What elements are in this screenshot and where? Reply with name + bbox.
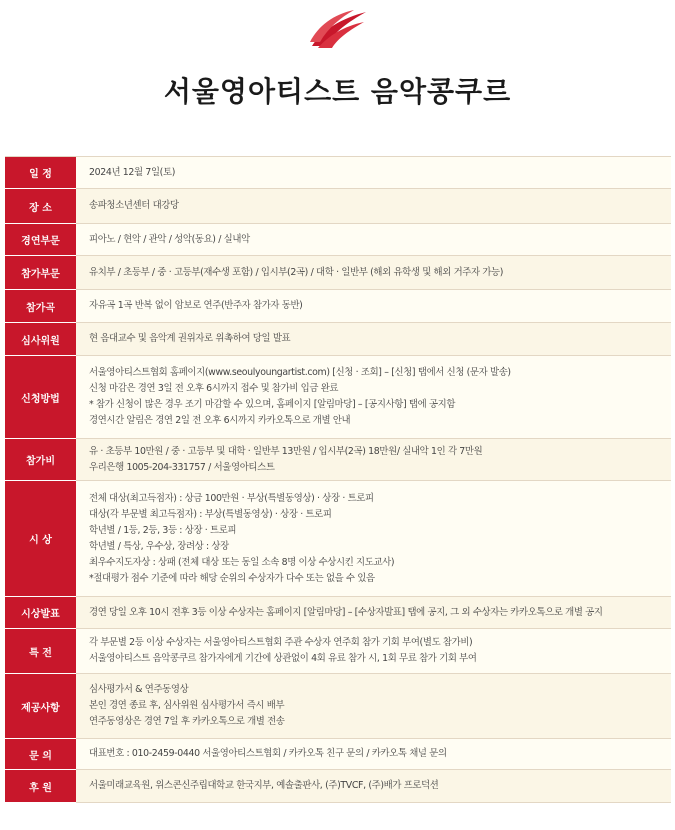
row-label: 제공사항 [5, 674, 76, 739]
row-label: 참가비 [5, 439, 76, 481]
row-label: 일 정 [5, 157, 76, 189]
row-label: 장 소 [5, 189, 76, 224]
info-row [5, 256, 671, 290]
info-row [5, 290, 671, 323]
row-content [76, 256, 671, 290]
page-title: 서울영아티스트 음악콩쿠르 [163, 75, 512, 108]
content-line: 대상(각 부문별 최고득점자) : 부상(특별동영상) · 상장 · 트로피 [89, 508, 332, 520]
row-content [76, 224, 671, 256]
info-row [5, 481, 671, 597]
content-line: 본인 경연 종료 후, 심사위원 심사평가서 즉시 배부 [89, 700, 285, 711]
content-line: 피아노 / 현악 / 관악 / 성악(동요) / 실내악 [89, 233, 250, 245]
content-line: 서울영아티스트 음악콩쿠르 참가자에게 기간에 상관없이 4회 유료 참가 시, 1회 무료 참가 기회 부여 [89, 653, 477, 664]
content-line: 학년별 / 특상, 우수상, 장려상 : 상장 [89, 540, 229, 552]
row-label: 경연부문 [5, 224, 76, 256]
content-line: 연주동영상은 경연 7일 후 카카오톡으로 개별 전송 [89, 716, 285, 727]
row-label: 참가부문 [5, 256, 76, 290]
row-content [76, 157, 671, 189]
row-label: 심사위원 [5, 323, 76, 356]
info-row [5, 323, 671, 356]
row-label: 특 전 [5, 629, 76, 674]
contest-info-table [5, 156, 671, 803]
info-row [5, 356, 671, 439]
content-line: 심사평가서 & 연주동영상 [89, 684, 189, 695]
info-row [5, 224, 671, 256]
brand-logo-icon [308, 8, 368, 50]
content-line: 2024년 12월 7일(토) [89, 166, 176, 178]
row-label: 시상발표 [5, 597, 76, 629]
content-line: 서울미래교육원, 위스콘신주립대학교 한국지부, 예솔출판사, (주)TVCF, (주)배가 프로덕션 [89, 780, 439, 791]
content-line: 자유곡 1곡 반복 없이 암보로 연주(반주자 참가자 동반) [89, 300, 303, 311]
row-content [76, 356, 671, 439]
content-line: 현 음대교수 및 음악계 권위자로 위촉하여 당일 발표 [89, 333, 291, 344]
row-label: 참가곡 [5, 290, 76, 323]
info-row [5, 439, 671, 481]
info-row [5, 189, 671, 224]
info-row [5, 770, 671, 803]
content-line: 신청 마감은 경연 3일 전 오후 6시까지 접수 및 참가비 입금 완료 [89, 383, 339, 394]
row-label: 후 원 [5, 770, 76, 803]
content-line: 각 부문별 2등 이상 수상자는 서울영아티스트협회 주관 수상자 연주회 참가 기회 부여(별도 참가비) [89, 637, 473, 648]
row-content [76, 629, 671, 674]
row-content [76, 439, 671, 481]
row-content [76, 481, 671, 597]
content-line: 경연 당일 오후 10시 전후 3등 이상 수상자는 홈페이지 [알림마당] – [수상자발표] 탭에 공지, 그 외 수상자는 카카오톡으로 개별 공지 [89, 606, 603, 618]
content-line: * 참가 신청이 많은 경우 조기 마감할 수 있으며, 홈페이지 [알림마당] – [공지사항] 탭에 공지함 [89, 399, 456, 410]
info-row [5, 674, 671, 739]
row-content [76, 189, 671, 224]
row-content [76, 323, 671, 356]
info-row [5, 629, 671, 674]
content-line: *절대평가 점수 기준에 따라 해당 순위의 수상자가 다수 또는 없을 수 있음 [89, 572, 375, 584]
row-label: 시 상 [5, 481, 76, 597]
row-content [76, 674, 671, 739]
content-line: 우리은행 1005-204-331757 / 서울영아티스트 [89, 461, 275, 473]
content-line: 학년별 / 1등, 2등, 3등 : 상장 · 트로피 [89, 524, 237, 536]
row-content [76, 597, 671, 629]
row-content [76, 770, 671, 803]
content-line: 송파청소년센터 대강당 [89, 200, 179, 211]
row-label: 신청방법 [5, 356, 76, 439]
content-line: 경연시간 알림은 경연 2일 전 오후 6시까지 카카오톡으로 개별 안내 [89, 415, 351, 426]
content-line: 유치부 / 초등부 / 중 · 고등부(재수생 포함) / 입시부(2곡) / 대학 · 일반부 (해외 유학생 및 해외 거주자 가능) [89, 266, 504, 278]
row-content [76, 739, 671, 770]
content-line: 전체 대상(최고득점자) : 상금 100만원 · 부상(특별동영상) · 상장 · 트로피 [89, 492, 374, 504]
info-row [5, 597, 671, 629]
content-line: 서울영아티스트협회 홈페이지(www.seoulyoungartist.com) [신청 · 조회] – [신청] 탭에서 신청 (문자 발송) [89, 367, 511, 378]
row-content [76, 290, 671, 323]
info-row [5, 739, 671, 770]
content-line: 유 · 초등부 10만원 / 중 · 고등부 및 대학 · 일반부 13만원 / 입시부(2곡) 18만원/ 실내악 1인 각 7만원 [89, 445, 483, 457]
row-label: 문 의 [5, 739, 76, 770]
content-line: 대표번호 : 010-2459-0440 서울영아티스트협회 / 카카오톡 친구 문의 / 카카오톡 채널 문의 [89, 748, 447, 759]
info-row [5, 157, 671, 189]
content-line: 최우수지도자상 : 상패 (전체 대상 또는 동일 소속 8명 이상 수상시킨 지도교사) [89, 556, 395, 568]
